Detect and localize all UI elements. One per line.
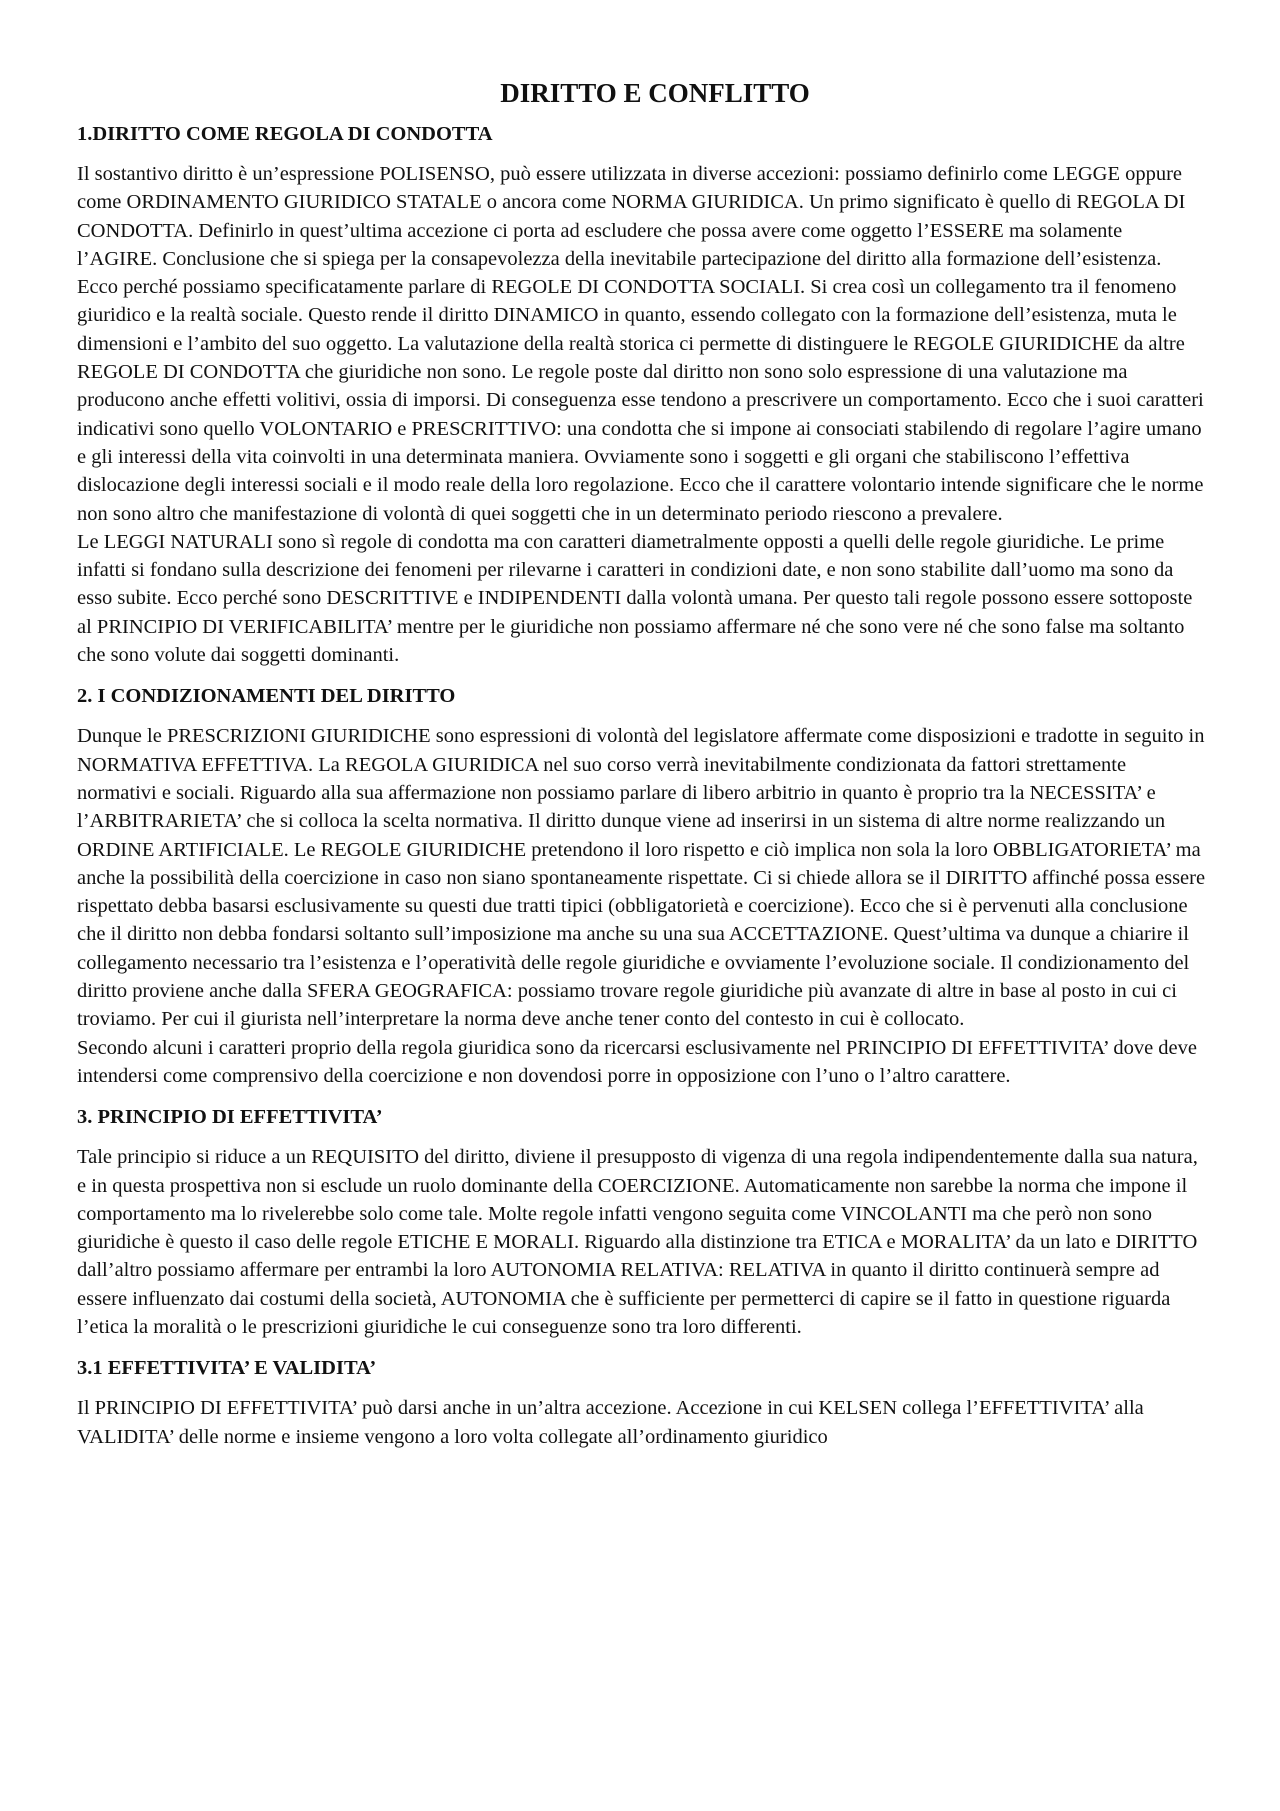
- section-heading: 3.1 EFFETTIVITA’ E VALIDITA’: [77, 1357, 377, 1380]
- section-heading: 2. I CONDIZIONAMENTI DEL DIRITTO: [77, 685, 456, 708]
- section-heading: 3. PRINCIPIO DI EFFETTIVITA’: [77, 1106, 383, 1129]
- section-3-1: [77, 1356, 1207, 1451]
- document-page: [77, 68, 1207, 1466]
- paragraph: Tale principio si riduce a un REQUISITO del diritto, diviene il presupposto di vigenza di una regola indipendentemente dalla sua natura, e in questa prospettiva non si esclude un ruolo dominante della COERCIZIONE. Automaticamente non sarebbe la norma che impone il comportamento ma lo rivelerebbe solo come tale. Molte regole infatti vengono seguita come VINCOLANTI ma che però non sono giuridiche è questo il caso delle regole ETICHE E MORALI. Riguardo alla distinzione tra ETICA e MORALITA’ da un lato e DIRITTO dall’altro possiamo affermare per entrambi la loro AUTONOMIA RELATIVA: RELATIVA in quanto il diritto continuerà sempre ad essere influenzato dai costumi della società, AUTONOMIA che è sufficiente per permetterci di capire se il fatto in questione riguarda l’etica la moralità o le prescrizioni giuridiche le cui conseguenze sono tra loro differenti.: [77, 1146, 1198, 1338]
- section-body: [77, 1394, 1207, 1451]
- section-body: [77, 160, 1207, 669]
- section-3: [77, 1105, 1207, 1341]
- section-1: [77, 122, 1207, 669]
- paragraph: Le LEGGI NATURALI sono sì regole di condotta ma con caratteri diametralmente opposti a quelli delle regole giuridiche. Le prime infatti si fondano sulla descrizione dei fenomeni per rilevarne i caratteri in condizioni date, e non sono stabilite dall’uomo ma sono da esso subite. Ecco perché sono DESCRITTIVE e INDIPENDENTI dalla volontà umana. Per questo tali regole possono essere sottoposte al PRINCIPIO DI VERIFICABILITA’ mentre per le giuridiche non possiamo affermare né che sono vere né che sono false ma soltanto che sono volute dai soggetti dominanti.: [77, 530, 1193, 667]
- section-body: [77, 1143, 1207, 1341]
- section-2: [77, 684, 1207, 1090]
- paragraph: Dunque le PRESCRIZIONI GIURIDICHE sono espressioni di volontà del legislatore affermate come disposizioni e tradotte in seguito in NORMATIVA EFFETTIVA. La REGOLA GIURIDICA nel suo corso verrà inevitabilmente condizionata da fattori strettamente normativi e sociali. Riguardo alla sua affermazione non possiamo parlare di libero arbitrio in quanto è proprio tra la NECESSITA’ e l’ARBITRARIETA’ che si colloca la scelta normativa. Il diritto dunque viene ad inserirsi in un sistema di altre norme realizzando un ORDINE ARTIFICIALE. Le REGOLE GIURIDICHE pretendono il loro rispetto e ciò implica non sola la loro OBBLIGATORIETA’ ma anche la possibilità della coercizione in caso non siano spontaneamente rispettate. Ci si chiede allora se il DIRITTO affinché possa essere rispettato debba basarsi esclusivamente su questi due tratti tipici (obbligatorietà e coercizione). Ecco che si è pervenuti alla conclusione che il diritto non debba fondarsi soltanto sull’imposizione ma anche su una sua ACCETTAZIONE. Quest’ultima va dunque a chiarire il collegamento necessario tra l’esistenza e l’operatività delle regole giuridiche e ovviamente l’evoluzione sociale. Il condizionamento del diritto proviene anche dalla SFERA GEOGRAFICA: possiamo trovare regole giuridiche più avanzate di altre in base al posto in cui ci troviamo. Per cui il giurista nell’interpretare la norma deve anche tener conto del contesto in cui è collocato.: [77, 725, 1206, 1031]
- document-title: DIRITTO E CONFLITTO: [500, 78, 810, 108]
- paragraph: Secondo alcuni i caratteri proprio della regola giuridica sono da ricercarsi esclusivamente nel PRINCIPIO DI EFFETTIVITA’ dove deve intendersi come comprensivo della coercizione e non dovendosi porre in opposizione con l’uno o l’altro carattere.: [77, 1036, 1197, 1087]
- paragraph: Il sostantivo diritto è un’espressione POLISENSO, può essere utilizzata in diverse accezioni: possiamo definirlo come LEGGE oppure come ORDINAMENTO GIURIDICO STATALE o ancora come NORMA GIURIDICA. Un primo significato è quello di REGOLA DI CONDOTTA. Definirlo in quest’ultima accezione ci porta ad escludere che possa avere come oggetto l’ESSERE ma solamente l’AGIRE. Conclusione che si spiega per la consapevolezza della inevitabile partecipazione del diritto alla formazione dell’esistenza. Ecco perché possiamo specificatamente parlare di REGOLE DI CONDOTTA SOCIALI. Si crea così un collegamento tra il fenomeno giuridico e la realtà sociale. Questo rende il diritto DINAMICO in quanto, essendo collegato con la formazione dell’esistenza, muta le dimensioni e l’ambito del suo oggetto. La valutazione della realtà storica ci permette di distinguere le REGOLE GIURIDICHE da altre REGOLE DI CONDOTTA che giuridiche non sono. Le regole poste dal diritto non sono solo espressione di una valutazione ma producono anche effetti volitivi, ossia di imporsi. Di conseguenza esse tendono a prescrivere un comportamento. Ecco che i suoi caratteri indicativi sono quello VOLONTARIO e PRESCRITTIVO: una condotta che si impone ai consociati stabilendo di regolare l’agire umano e gli interessi della vita coinvolti in una determinata maniera. Ovviamente sono i soggetti e gli organi che stabiliscono l’effettiva dislocazione degli interessi sociali e il modo reale della loro regolazione. Ecco che il carattere volontario intende significare che le norme non sono altro che manifestazione di volontà di quei soggetti che in un determinato periodo riescono a prevalere.: [77, 163, 1204, 525]
- paragraph: Il PRINCIPIO DI EFFETTIVITA’ può darsi anche in un’altra accezione. Accezione in cui KELSEN collega l’EFFETTIVITA’ alla VALIDITA’ delle norme e insieme vengono a loro volta collegate all’ordinamento giuridico: [77, 1397, 1144, 1448]
- section-body: [77, 722, 1207, 1090]
- section-heading: 1.DIRITTO COME REGOLA DI CONDOTTA: [77, 123, 493, 145]
